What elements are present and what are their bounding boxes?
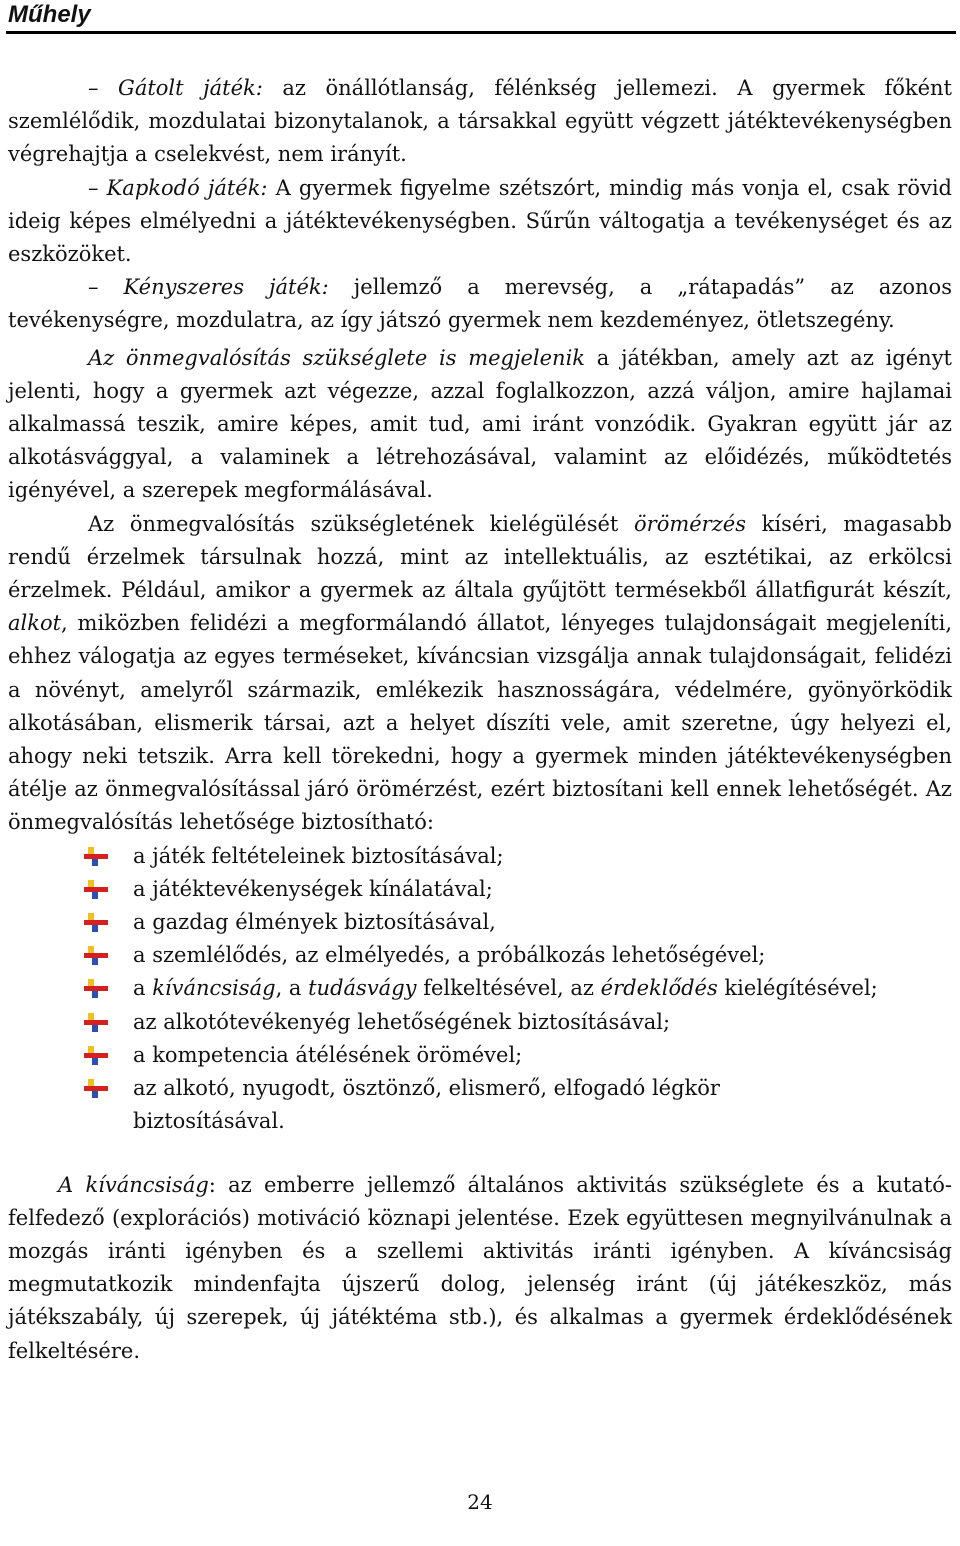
arrow-bullet-icon xyxy=(84,880,110,900)
term-kenyszeres: Kényszeres játék: xyxy=(123,275,329,300)
term-tudasvagy: tudásvágy xyxy=(308,976,417,1001)
list-item-text: a xyxy=(133,976,153,1001)
list-item xyxy=(8,972,952,1005)
term-onmegvalositas: Az önmegvalósítás szükséglete is megjelenik xyxy=(88,345,586,370)
text-kivancsisag: : az emberre jellemző általános aktivitás szükséglete és a kutató-felfedező (explorációs) motiváció köznapi jelentése. Ezek együttesen megnyilvánulnak a mozgás iránti igényben és a szellemi aktivitás iránti igényben. A kíváncsiság megmutatkozik mindenfajta újszerű dolog, jelenség iránt (új játékeszköz, más játékszabály, új szerepek, új játéktéma stb.), és alkalmas a gyermek érdeklődésének felkeltésére. xyxy=(8,1172,953,1363)
list-item-text: az alkotótevékenyég lehetőségének biztosításával; xyxy=(133,1009,671,1034)
arrow-bullet-icon xyxy=(84,1079,110,1099)
text-part: Az önmegvalósítás szükségletének kielégülését xyxy=(88,511,635,536)
page-header xyxy=(6,0,956,30)
paragraph-onmegvalositas xyxy=(8,342,952,508)
term-alkot: alkot xyxy=(8,611,62,636)
list-item xyxy=(8,873,952,906)
dash: – xyxy=(88,275,99,300)
list-item-text: az alkotó, nyugodt, ösztönző, elismerő, elfogadó légkör biztosításával. xyxy=(133,1076,720,1134)
text-kapkodo: A gyermek figyelme szétszórt, mindig más vonja el, csak rövid ideig képes elmélyedni a játéktevékenységben. Sűrűn váltogatja a tevékenységet és az eszközöket. xyxy=(8,175,952,267)
list-item-text: felkeltésével, az xyxy=(416,976,601,1001)
list-item xyxy=(8,1072,952,1138)
arrow-bullet-icon xyxy=(84,1013,110,1033)
text-onmegvalositas: a játékban, amely azt az igényt jelenti, hogy a gyermek azt végezze, azzal foglalkozzon, azzá váljon, amire hajlamai alkalmassá teszik, amire képes, amit tud, ami iránt vonzódik. Gyakran együtt jár az alkotásvággyal, a valaminek a létrehozásával, valamint az előidézés, működtetés igényével, a szerepek megformálásával. xyxy=(8,345,952,503)
term-erdeklodes: érdeklődés xyxy=(600,976,718,1001)
list-item-text: a gazdag élmények biztosításával, xyxy=(133,910,496,935)
text-part: kíséri, magasabb rendű érzelmek társulnak hozzá, mint az intellektuális, az esztétikai, az erkölcsi érzelmek. Például, amikor a gyermek az általa gyűjtött termésekből állatfigurát készít, xyxy=(8,511,952,603)
list-item-text: a szemlélődés, az elmélyedés, a próbálkozás lehetőségével; xyxy=(133,943,766,968)
paragraph-kenyszeres xyxy=(8,271,952,337)
paragraph-kapkodo xyxy=(8,172,952,272)
list-item-text: a játék feltételeinek biztosításával; xyxy=(133,843,504,868)
term-kivancsisag: A kíváncsiság xyxy=(58,1172,209,1197)
header-rule xyxy=(6,31,956,34)
list-item xyxy=(8,1039,952,1072)
term-gatolt: Gátolt játék: xyxy=(118,76,263,100)
text-gatolt: az önállótlanság, félénkség jellemezi. A gyermek főként szemlélődik, mozdulatai bizonytalanok, a társakkal együtt végzett játéktevékenységben végrehajtja a cselekvést, nem irányít. xyxy=(8,76,952,167)
list-item-text: kielégítésével; xyxy=(717,976,878,1001)
term-kapkodo: Kapkodó játék: xyxy=(106,175,268,200)
arrow-bullet-icon xyxy=(84,979,110,999)
list-item xyxy=(8,1006,952,1039)
list-item-text: a játéktevékenységek kínálatával; xyxy=(133,876,493,901)
list-item-text: , a xyxy=(275,976,309,1001)
list-item xyxy=(8,906,952,939)
paragraph-gatolt xyxy=(8,72,952,172)
paragraph-kivancsisag xyxy=(8,1169,952,1368)
list-item xyxy=(8,939,952,972)
list-item xyxy=(8,840,952,873)
term-kivancsisag: kíváncsiság xyxy=(152,976,276,1001)
arrow-bullet-icon xyxy=(84,946,110,966)
dash: – xyxy=(88,175,99,200)
text-part: , miközben felidézi a megformálandó állatot, lényeges tulajdonságait megjeleníti, ehhez válogatja az egyes terméseket, kíváncsian vizsgálja annak tulajdonságait, felidézi a növényt, amelyről származik, emlékezik hasznosságára, védelmére, gyönyörködik alkotásában, elismerik társai, azt a helyet díszíti vele, amit szeretne, úgy helyezi el, ahogy neki tetszik. Arra kell törekedni, hogy a gyermek minden játéktevékenységben átélje az önmegvalósítással járó örömérzést, ezért biztosítani kell ennek lehetőségét. Az önmegvalósítás lehetősége biztosítható: xyxy=(8,611,952,835)
page-number: 24 xyxy=(467,1490,493,1514)
paragraph-oromerzes xyxy=(8,508,952,840)
arrow-bullet-icon xyxy=(84,1046,110,1066)
section-title: Műhely xyxy=(8,1,91,28)
arrow-bullet-icon xyxy=(84,847,110,867)
text-kenyszeres: jellemző a merevség, a „rátapadás” az azonos tevékenységre, mozdulatra, az így játszó gyermek nem kezdeményez, ötletszegény. xyxy=(8,275,952,333)
arrow-bullet-icon xyxy=(84,913,110,933)
conditions-list xyxy=(8,840,952,1139)
list-item-text: a kompetencia átélésének örömével; xyxy=(133,1042,523,1067)
term-oromerzes: örömérzés xyxy=(634,511,746,536)
dash: – xyxy=(88,76,99,100)
article-body xyxy=(8,72,952,1368)
